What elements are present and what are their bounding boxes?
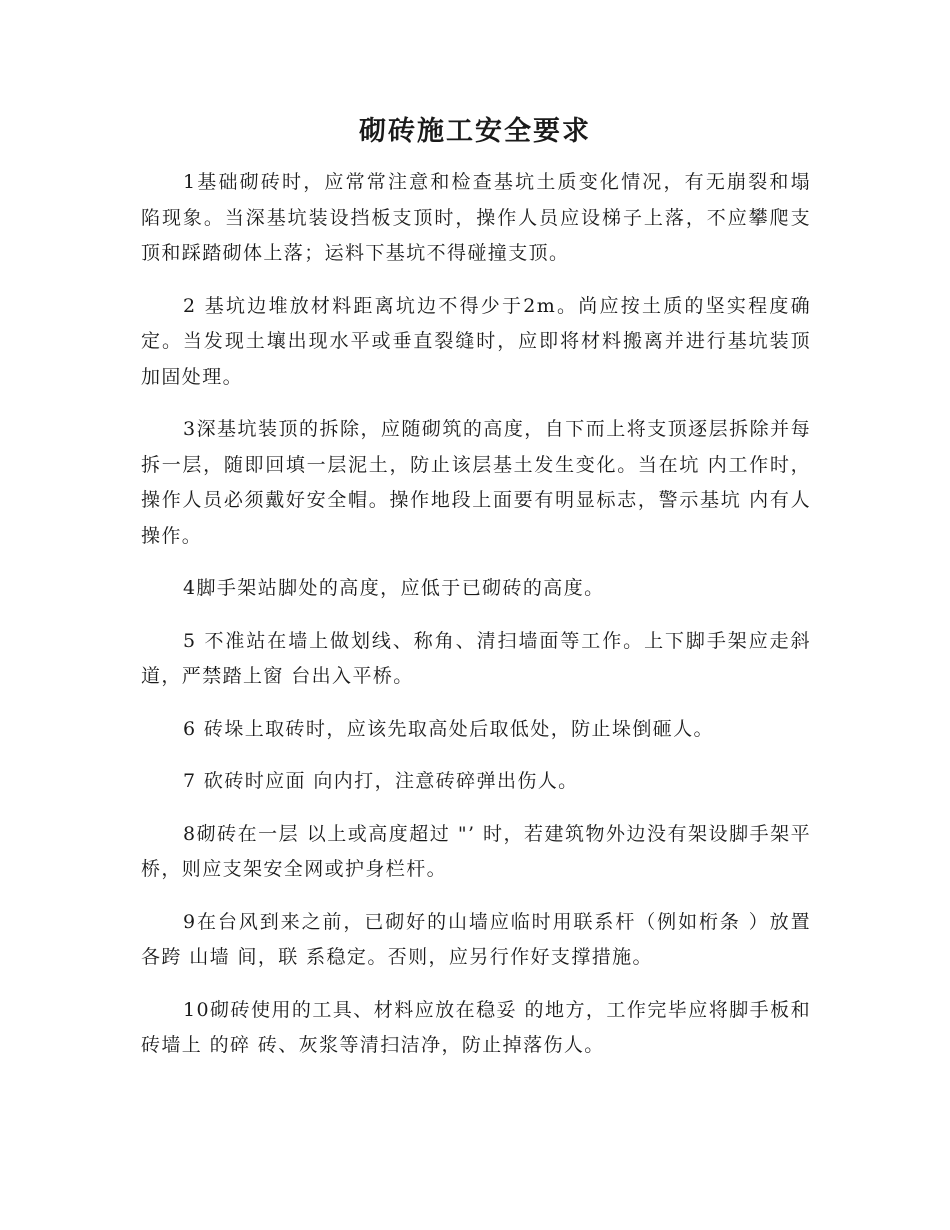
paragraph-10: 10砌砖使用的工具、材料应放在稳妥 的地方，工作完毕应将脚手板和砖墙上 的碎 砖、灰浆等清扫洁净，防止掉落伤人。 [141,998,811,1056]
paragraph-3: 3深基坑装顶的拆除，应随砌筑的高度，自下而上将支顶逐层拆除并每拆一层，随即回填一层泥土，防止该层基土发生变化。当在坑 内工作时，操作人员必须戴好安全帽。操作地段上面要有明显标志，警示基坑 内有人操作。 [141,418,811,547]
paragraph-7: 7 砍砖时应面 向内打，注意砖碎弹出伤人。 [183,770,579,792]
document-title: 砌砖施工安全要求 [359,116,591,147]
paragraph-1: 1基础砌砖时，应常常注意和检查基坑土质变化情况，有无崩裂和塌 陷现象。当深基坑装设挡板支顶时，操作人员应设梯子上落，不应攀爬支顶和踩踏砌体上落；运料下基坑不得碰撞支顶。 [141,171,811,264]
document-body [141,165,811,1081]
paragraph-6: 6 砖垛上取砖时，应该先取高处后取低处，防止垛倒砸人。 [183,717,714,740]
paragraph-9: 9在台风到来之前，已砌好的山墙应临时用联系杆（例如桁条 ）放置各跨 山墙 间，联 系稳定。否则，应另行作好支撑措施。 [141,910,811,968]
paragraph-4: 4脚手架站脚处的高度，应低于已砌砖的高度。 [183,577,605,599]
paragraph-8: 8砌砖在一层 以上或高度超过 "’ 时，若建筑物外边没有架设脚手架平桥，则应支架安全网或护身栏杆。 [141,822,811,880]
paragraph-5: 5 不准站在墙上做划线、称角、清扫墙面等工作。上下脚手架应走斜道，严禁踏上窗 台出入平桥。 [141,629,811,687]
paragraph-2: 2 基坑边堆放材料距离坑边不得少于2m。尚应按土质的坚实程度确定。当发现土壤出现水平或垂直裂缝时，应即将材料搬离并进行基坑装顶加固处理。 [141,294,811,388]
